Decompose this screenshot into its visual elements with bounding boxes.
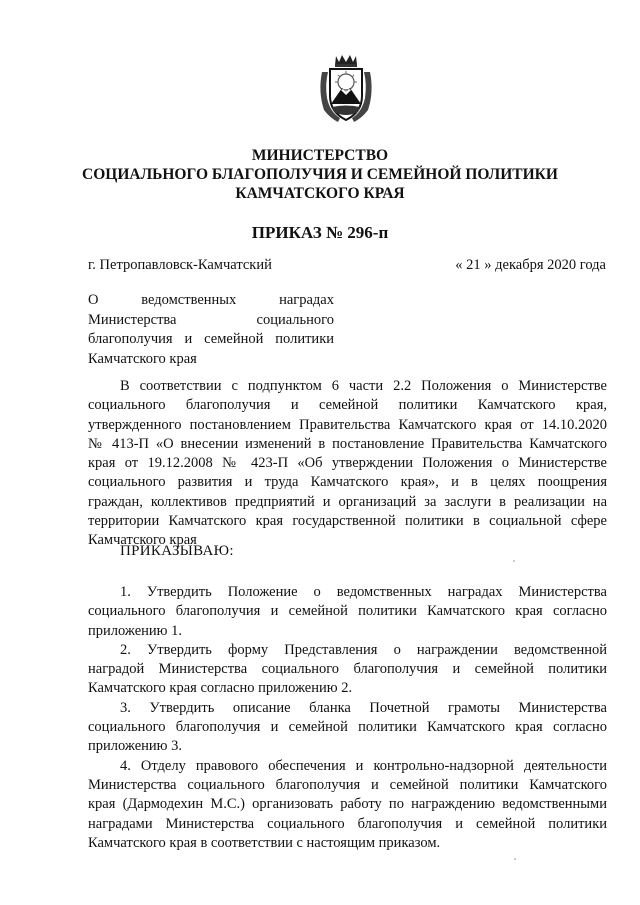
coat-of-arms-emblem [316, 52, 376, 126]
preamble-line: В соответствии с подпунктом 6 части 2.2 Положения о Министерстве [120, 378, 607, 394]
item-line: социального благополучия и семейной политики Камчатского края согласно [88, 603, 607, 620]
order-items [88, 583, 607, 853]
preamble-line: утвержденного постановлением Правительства Камчатского края от 14.10.2020 [88, 416, 607, 433]
item-line: 4. Отделу правового обеспечения и контрольно-надзорной деятельности [120, 757, 607, 774]
item-line: 1. Утвердить Положение о ведомственных наградах Министерства [120, 584, 607, 600]
item-line: края (Дармодехин М.С.) организовать работу по награждению ведомственными [88, 796, 607, 813]
order-item-3 [88, 699, 607, 757]
order-date: « 21 » декабря 2020 года [455, 257, 606, 273]
item-line: 3. Утвердить описание бланка Почетной грамоты Министерства [120, 699, 607, 716]
preamble-paragraph [88, 377, 607, 551]
subject-line: Министерства социального [88, 311, 334, 328]
preamble-line: территории Камчатского края государственной политики в социальной сфере [88, 513, 607, 530]
item-line: Камчатского края согласно приложению 2. [88, 680, 353, 697]
item-line: приложению 3. [88, 738, 183, 755]
item-line: 2. Утвердить форму Представления о награждении ведомственной [120, 641, 607, 658]
item-line: наградой Министерства социального благополучия и семейной политики [88, 661, 607, 678]
order-item-1 [88, 583, 607, 641]
ministry-header [0, 146, 640, 203]
item-line: Министерства социального благополучия и семейной политики Камчатского [88, 776, 607, 793]
subject-line: Камчатского края [88, 350, 197, 367]
order-item-2 [88, 641, 607, 699]
preamble-line: граждан, коллективов предприятий и организаций за заслуги в реализации на [88, 493, 607, 510]
preamble-line: социального развития и труда Камчатского края», и в целях поощрения [88, 474, 607, 491]
subject-line: благополучия и семейной политики [88, 331, 334, 347]
order-title: ПРИКАЗ № 296-п [251, 223, 389, 242]
item-line: Камчатского края в соответствии с настоящим приказом. [88, 834, 441, 851]
item-line: социального благополучия и семейной политики Камчатского края согласно [88, 719, 607, 736]
header-line-3: КАМЧАТСКОГО КРАЯ [235, 185, 405, 202]
header-line-2: СОЦИАЛЬНОГО БЛАГОПОЛУЧИЯ И СЕМЕЙНОЙ ПОЛИТИКИ [82, 166, 558, 183]
scan-speck [513, 560, 515, 562]
order-directive: ПРИКАЗЫВАЮ: [120, 543, 234, 559]
preamble-line: края от 19.12.2008 № 423-П «Об утверждении Положения о Министерстве [88, 455, 607, 472]
scan-speck [514, 858, 516, 860]
city-label: г. Петропавловск-Камчатский [88, 257, 272, 273]
preamble-line: Камчатского края [88, 532, 197, 549]
order-subject [88, 291, 334, 369]
item-line: наградами Министерства социального благополучия и семейной политики [88, 815, 607, 832]
item-line: приложению 1. [88, 622, 183, 639]
header-line-1: МИНИСТЕРСТВО [251, 147, 389, 164]
preamble-line: социального благополучия и семейной политики Камчатского края, [88, 397, 607, 414]
order-item-4 [88, 757, 607, 853]
subject-line: О ведомственных наградах [88, 292, 334, 308]
preamble-line: № 413-П «О внесении изменений в постановление Правительства Камчатского [88, 435, 607, 452]
